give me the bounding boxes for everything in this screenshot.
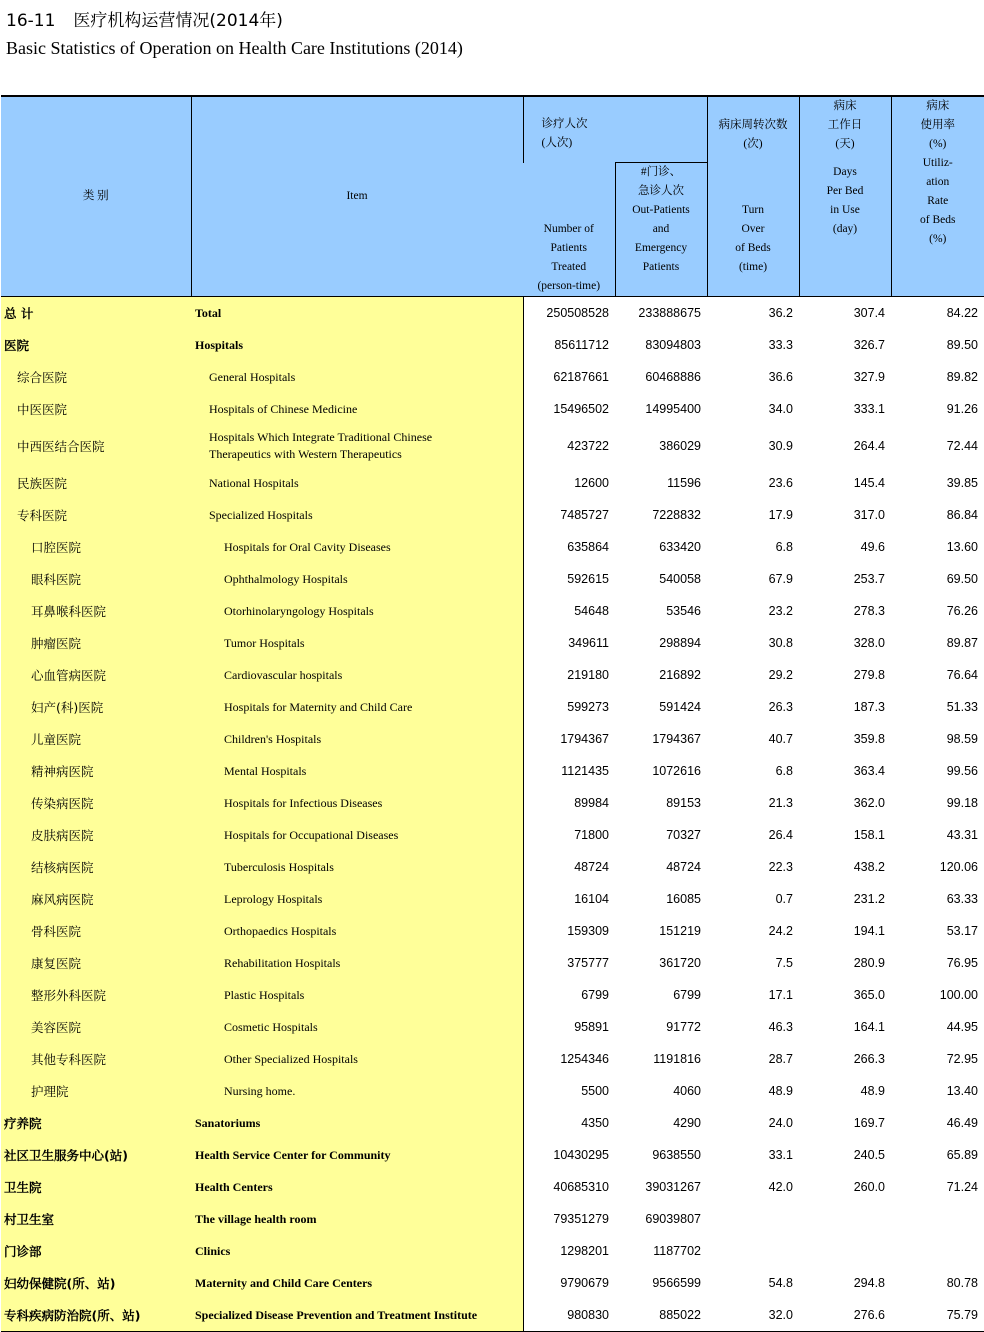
cell-outpatients-emergency: 9638550 (615, 1139, 707, 1171)
cell-outpatients-emergency: 216892 (615, 659, 707, 691)
cell-patients-treated: 6799 (523, 979, 615, 1011)
row-category-zh: 民族医院 (1, 467, 191, 499)
cell-days-per-bed: 279.8 (799, 659, 891, 691)
cell-bed-utilization-rate: 80.78 (891, 1267, 984, 1299)
row-category-zh: 麻风病医院 (1, 883, 191, 915)
table-row (1, 1203, 984, 1235)
cell-patients-treated: 1794367 (523, 723, 615, 755)
cell-patients-treated: 48724 (523, 851, 615, 883)
table-row (1, 947, 984, 979)
row-item-en: Plastic Hospitals (191, 979, 523, 1011)
cell-outpatients-emergency: 11596 (615, 467, 707, 499)
cell-bed-turnover: 17.9 (707, 499, 799, 531)
cell-patients-treated: 54648 (523, 595, 615, 627)
cell-outpatients-emergency: 298894 (615, 627, 707, 659)
table-body (1, 297, 984, 1332)
cell-bed-turnover: 0.7 (707, 883, 799, 915)
cell-bed-utilization-rate: 51.33 (891, 691, 984, 723)
cell-days-per-bed: 276.6 (799, 1299, 891, 1332)
cell-days-per-bed: 48.9 (799, 1075, 891, 1107)
row-category-zh: 心血管病医院 (1, 659, 191, 691)
row-category-zh: 妇幼保健院(所、站) (1, 1267, 191, 1299)
cell-bed-utilization-rate: 72.44 (891, 425, 984, 467)
row-item-en: Total (191, 297, 523, 330)
row-category-zh: 耳鼻喉科医院 (1, 595, 191, 627)
cell-bed-turnover: 28.7 (707, 1043, 799, 1075)
table-row (1, 1107, 984, 1139)
row-item-en: Hospitals for Occupational Diseases (191, 819, 523, 851)
cell-patients-treated: 7485727 (523, 499, 615, 531)
table-row (1, 1043, 984, 1075)
cell-patients-treated: 1254346 (523, 1043, 615, 1075)
cell-outpatients-emergency: 1191816 (615, 1043, 707, 1075)
cell-outpatients-emergency: 633420 (615, 531, 707, 563)
cell-bed-turnover (707, 1203, 799, 1235)
header-col4-en: Days Per Bed in Use (day) (800, 163, 891, 239)
table-row (1, 1139, 984, 1171)
row-category-zh: 精神病医院 (1, 755, 191, 787)
cell-patients-treated: 4350 (523, 1107, 615, 1139)
cell-bed-turnover: 36.6 (707, 361, 799, 393)
cell-days-per-bed: 327.9 (799, 361, 891, 393)
cell-patients-treated: 85611712 (523, 329, 615, 361)
cell-days-per-bed: 240.5 (799, 1139, 891, 1171)
cell-days-per-bed: 266.3 (799, 1043, 891, 1075)
cell-outpatients-emergency: 7228832 (615, 499, 707, 531)
row-category-zh: 眼科医院 (1, 563, 191, 595)
cell-bed-turnover: 17.1 (707, 979, 799, 1011)
table-row (1, 467, 984, 499)
row-item-en: Mental Hospitals (191, 755, 523, 787)
cell-days-per-bed: 253.7 (799, 563, 891, 595)
row-category-zh: 皮肤病医院 (1, 819, 191, 851)
cell-days-per-bed: 362.0 (799, 787, 891, 819)
row-item-en: Hospitals (191, 329, 523, 361)
row-item-en: Hospitals Which Integrate Traditional Chinese Therapeutics with Western Therapeutics (191, 425, 523, 467)
cell-bed-utilization-rate: 89.82 (891, 361, 984, 393)
statistics-table (1, 95, 984, 1332)
cell-days-per-bed: 260.0 (799, 1171, 891, 1203)
header-col2-en: Out-Patients and Emergency Patients (616, 201, 707, 277)
header-col5-zh: 病床 使用率 (%) (892, 97, 984, 154)
row-item-en: Hospitals for Oral Cavity Diseases (191, 531, 523, 563)
row-item-en: Hospitals of Chinese Medicine (191, 393, 523, 425)
cell-bed-utilization-rate: 63.33 (891, 883, 984, 915)
cell-outpatients-emergency: 16085 (615, 883, 707, 915)
table-row (1, 361, 984, 393)
cell-patients-treated: 423722 (523, 425, 615, 467)
table-row (1, 1075, 984, 1107)
row-category-zh: 护理院 (1, 1075, 191, 1107)
cell-bed-utilization-rate: 99.56 (891, 755, 984, 787)
cell-outpatients-emergency: 70327 (615, 819, 707, 851)
cell-patients-treated: 95891 (523, 1011, 615, 1043)
row-category-zh: 医院 (1, 329, 191, 361)
cell-patients-treated: 375777 (523, 947, 615, 979)
row-category-zh: 综合医院 (1, 361, 191, 393)
table-row (1, 659, 984, 691)
cell-bed-utilization-rate: 120.06 (891, 851, 984, 883)
row-item-en: Hospitals for Infectious Diseases (191, 787, 523, 819)
cell-bed-utilization-rate: 46.49 (891, 1107, 984, 1139)
table-row (1, 787, 984, 819)
cell-bed-turnover: 33.1 (707, 1139, 799, 1171)
row-item-en: Orthopaedics Hospitals (191, 915, 523, 947)
header-col4 (799, 96, 891, 297)
cell-days-per-bed (799, 1235, 891, 1267)
cell-bed-turnover: 7.5 (707, 947, 799, 979)
cell-bed-utilization-rate: 53.17 (891, 915, 984, 947)
table-row (1, 723, 984, 755)
row-item-en: Leprology Hospitals (191, 883, 523, 915)
cell-patients-treated: 12600 (523, 467, 615, 499)
cell-bed-turnover: 29.2 (707, 659, 799, 691)
row-category-zh: 中西医结合医院 (1, 425, 191, 467)
table-row (1, 297, 984, 330)
cell-bed-utilization-rate: 91.26 (891, 393, 984, 425)
row-item-en: General Hospitals (191, 361, 523, 393)
table-row (1, 1267, 984, 1299)
cell-patients-treated: 16104 (523, 883, 615, 915)
cell-patients-treated: 250508528 (523, 297, 615, 330)
cell-bed-turnover: 30.8 (707, 627, 799, 659)
cell-bed-turnover: 26.4 (707, 819, 799, 851)
row-category-zh: 结核病医院 (1, 851, 191, 883)
header-col3 (707, 96, 799, 297)
cell-patients-treated: 71800 (523, 819, 615, 851)
cell-outpatients-emergency: 4290 (615, 1107, 707, 1139)
cell-patients-treated: 349611 (523, 627, 615, 659)
cell-bed-utilization-rate: 76.26 (891, 595, 984, 627)
cell-bed-turnover: 6.8 (707, 755, 799, 787)
table-row (1, 531, 984, 563)
cell-days-per-bed: 231.2 (799, 883, 891, 915)
cell-bed-utilization-rate: 98.59 (891, 723, 984, 755)
cell-bed-utilization-rate: 44.95 (891, 1011, 984, 1043)
cell-bed-utilization-rate: 39.85 (891, 467, 984, 499)
page-title-zh (6, 6, 283, 31)
row-category-zh: 专科疾病防治院(所、站) (1, 1299, 191, 1332)
cell-bed-turnover: 48.9 (707, 1075, 799, 1107)
row-item-en: Hospitals for Maternity and Child Care (191, 691, 523, 723)
row-category-zh: 村卫生室 (1, 1203, 191, 1235)
row-item-en: Health Service Center for Community (191, 1139, 523, 1171)
cell-bed-turnover: 33.3 (707, 329, 799, 361)
table-row (1, 691, 984, 723)
cell-days-per-bed: 278.3 (799, 595, 891, 627)
row-category-zh: 美容医院 (1, 1011, 191, 1043)
cell-bed-turnover: 34.0 (707, 393, 799, 425)
cell-outpatients-emergency: 4060 (615, 1075, 707, 1107)
cell-bed-turnover: 30.9 (707, 425, 799, 467)
row-item-en: Cardiovascular hospitals (191, 659, 523, 691)
cell-bed-utilization-rate: 100.00 (891, 979, 984, 1011)
table-row (1, 1011, 984, 1043)
cell-outpatients-emergency: 39031267 (615, 1171, 707, 1203)
cell-patients-treated: 9790679 (523, 1267, 615, 1299)
cell-days-per-bed: 264.4 (799, 425, 891, 467)
row-item-en: Rehabilitation Hospitals (191, 947, 523, 979)
row-category-zh: 口腔医院 (1, 531, 191, 563)
cell-days-per-bed: 359.8 (799, 723, 891, 755)
cell-days-per-bed: 363.4 (799, 755, 891, 787)
table-row (1, 393, 984, 425)
row-category-zh: 卫生院 (1, 1171, 191, 1203)
cell-bed-utilization-rate: 89.50 (891, 329, 984, 361)
row-category-zh: 疗养院 (1, 1107, 191, 1139)
row-item-en: Tuberculosis Hospitals (191, 851, 523, 883)
row-category-zh: 专科医院 (1, 499, 191, 531)
cell-days-per-bed: 326.7 (799, 329, 891, 361)
cell-patients-treated: 159309 (523, 915, 615, 947)
cell-patients-treated: 15496502 (523, 393, 615, 425)
row-item-en: Health Centers (191, 1171, 523, 1203)
cell-patients-treated: 1121435 (523, 755, 615, 787)
cell-bed-turnover: 21.3 (707, 787, 799, 819)
cell-days-per-bed: 333.1 (799, 393, 891, 425)
row-item-en: Children's Hospitals (191, 723, 523, 755)
cell-bed-utilization-rate: 65.89 (891, 1139, 984, 1171)
cell-days-per-bed: 328.0 (799, 627, 891, 659)
cell-patients-treated: 62187661 (523, 361, 615, 393)
cell-bed-turnover: 36.2 (707, 297, 799, 330)
cell-days-per-bed: 158.1 (799, 819, 891, 851)
header-col5-en: Utiliz- ation Rate of Beds (%) (892, 154, 984, 249)
cell-bed-turnover: 24.2 (707, 915, 799, 947)
cell-bed-utilization-rate (891, 1203, 984, 1235)
header-item: Item (191, 96, 523, 297)
header-col1-en: Number of Patients Treated (person-time) (523, 163, 615, 297)
cell-patients-treated: 592615 (523, 563, 615, 595)
table-row (1, 563, 984, 595)
cell-outpatients-emergency: 91772 (615, 1011, 707, 1043)
cell-outpatients-emergency: 591424 (615, 691, 707, 723)
table-row (1, 329, 984, 361)
table-row (1, 1299, 984, 1332)
cell-days-per-bed: 187.3 (799, 691, 891, 723)
cell-patients-treated: 1298201 (523, 1235, 615, 1267)
row-item-en: Sanatoriums (191, 1107, 523, 1139)
cell-patients-treated: 599273 (523, 691, 615, 723)
cell-outpatients-emergency: 233888675 (615, 297, 707, 330)
table-row (1, 979, 984, 1011)
table-row (1, 883, 984, 915)
cell-patients-treated: 79351279 (523, 1203, 615, 1235)
table-row (1, 851, 984, 883)
cell-bed-utilization-rate: 72.95 (891, 1043, 984, 1075)
cell-bed-utilization-rate: 76.95 (891, 947, 984, 979)
row-category-zh: 中医医院 (1, 393, 191, 425)
table-row (1, 1235, 984, 1267)
cell-outpatients-emergency: 9566599 (615, 1267, 707, 1299)
cell-days-per-bed: 307.4 (799, 297, 891, 330)
cell-patients-treated: 89984 (523, 787, 615, 819)
cell-outpatients-emergency: 1794367 (615, 723, 707, 755)
cell-outpatients-emergency: 540058 (615, 563, 707, 595)
cell-bed-turnover: 23.6 (707, 467, 799, 499)
row-item-en: Specialized Hospitals (191, 499, 523, 531)
cell-days-per-bed: 169.7 (799, 1107, 891, 1139)
cell-bed-utilization-rate: 13.40 (891, 1075, 984, 1107)
cell-outpatients-emergency: 885022 (615, 1299, 707, 1332)
cell-patients-treated: 5500 (523, 1075, 615, 1107)
row-category-zh: 儿童医院 (1, 723, 191, 755)
cell-days-per-bed: 365.0 (799, 979, 891, 1011)
cell-outpatients-emergency: 1072616 (615, 755, 707, 787)
cell-patients-treated: 219180 (523, 659, 615, 691)
cell-outpatients-emergency: 69039807 (615, 1203, 707, 1235)
cell-outpatients-emergency: 83094803 (615, 329, 707, 361)
row-item-en: Otorhinolaryngology Hospitals (191, 595, 523, 627)
cell-days-per-bed: 194.1 (799, 915, 891, 947)
page-title-en: Basic Statistics of Operation on Health Care Institutions (2014) (6, 38, 463, 59)
cell-bed-utilization-rate: 43.31 (891, 819, 984, 851)
cell-outpatients-emergency: 361720 (615, 947, 707, 979)
cell-outpatients-emergency: 386029 (615, 425, 707, 467)
cell-days-per-bed: 294.8 (799, 1267, 891, 1299)
cell-days-per-bed: 280.9 (799, 947, 891, 979)
cell-bed-utilization-rate: 13.60 (891, 531, 984, 563)
table-row (1, 915, 984, 947)
row-category-zh: 传染病医院 (1, 787, 191, 819)
cell-outpatients-emergency: 89153 (615, 787, 707, 819)
cell-bed-utilization-rate: 84.22 (891, 297, 984, 330)
row-item-en: Maternity and Child Care Centers (191, 1267, 523, 1299)
cell-bed-turnover: 32.0 (707, 1299, 799, 1332)
cell-days-per-bed: 438.2 (799, 851, 891, 883)
cell-outpatients-emergency: 6799 (615, 979, 707, 1011)
header-col5 (891, 96, 984, 297)
cell-days-per-bed: 317.0 (799, 499, 891, 531)
cell-outpatients-emergency: 1187702 (615, 1235, 707, 1267)
cell-days-per-bed: 164.1 (799, 1011, 891, 1043)
header-col2-zh: #门诊、 急诊人次 (616, 163, 707, 201)
header-category-zh: 类 别 (1, 96, 191, 297)
row-item-en: Specialized Disease Prevention and Treatment Institute (191, 1299, 523, 1332)
row-category-zh: 门诊部 (1, 1235, 191, 1267)
cell-bed-utilization-rate (891, 1235, 984, 1267)
cell-patients-treated: 10430295 (523, 1139, 615, 1171)
table-row (1, 595, 984, 627)
cell-bed-turnover: 24.0 (707, 1107, 799, 1139)
cell-bed-utilization-rate: 89.87 (891, 627, 984, 659)
header-col1-zh: 诊疗人次 (人次) (523, 96, 707, 163)
title-zh-text: 医疗机构运营情况(2014年) (73, 11, 283, 31)
table-row (1, 1171, 984, 1203)
cell-days-per-bed (799, 1203, 891, 1235)
cell-bed-turnover: 67.9 (707, 563, 799, 595)
cell-bed-turnover: 22.3 (707, 851, 799, 883)
table-header (1, 96, 984, 297)
cell-bed-utilization-rate: 71.24 (891, 1171, 984, 1203)
cell-bed-turnover: 6.8 (707, 531, 799, 563)
cell-days-per-bed: 49.6 (799, 531, 891, 563)
row-item-en: The village health room (191, 1203, 523, 1235)
cell-bed-turnover: 42.0 (707, 1171, 799, 1203)
cell-outpatients-emergency: 53546 (615, 595, 707, 627)
row-category-zh: 总 计 (1, 297, 191, 330)
table-number: 16-11 (6, 11, 55, 31)
cell-bed-utilization-rate: 99.18 (891, 787, 984, 819)
row-item-en: Cosmetic Hospitals (191, 1011, 523, 1043)
cell-patients-treated: 980830 (523, 1299, 615, 1332)
cell-bed-turnover: 46.3 (707, 1011, 799, 1043)
cell-patients-treated: 635864 (523, 531, 615, 563)
row-category-zh: 妇产(科)医院 (1, 691, 191, 723)
row-item-en: Tumor Hospitals (191, 627, 523, 659)
cell-bed-turnover (707, 1235, 799, 1267)
cell-patients-treated: 40685310 (523, 1171, 615, 1203)
cell-bed-utilization-rate: 75.79 (891, 1299, 984, 1332)
table-row (1, 819, 984, 851)
cell-bed-turnover: 26.3 (707, 691, 799, 723)
row-item-en: Ophthalmology Hospitals (191, 563, 523, 595)
row-category-zh: 其他专科医院 (1, 1043, 191, 1075)
row-category-zh: 骨科医院 (1, 915, 191, 947)
row-item-en: National Hospitals (191, 467, 523, 499)
header-col3-zh: 病床周转次数 (次) (708, 116, 799, 154)
cell-bed-utilization-rate: 76.64 (891, 659, 984, 691)
header-col4-zh: 病床 工作日 (天) (800, 97, 891, 154)
row-category-zh: 康复医院 (1, 947, 191, 979)
cell-bed-utilization-rate: 69.50 (891, 563, 984, 595)
table-row (1, 755, 984, 787)
cell-outpatients-emergency: 48724 (615, 851, 707, 883)
row-item-en: Other Specialized Hospitals (191, 1043, 523, 1075)
header-col2 (615, 163, 707, 297)
row-category-zh: 肿瘤医院 (1, 627, 191, 659)
table-row (1, 627, 984, 659)
row-item-en: Clinics (191, 1235, 523, 1267)
cell-bed-turnover: 54.8 (707, 1267, 799, 1299)
row-category-zh: 社区卫生服务中心(站) (1, 1139, 191, 1171)
cell-days-per-bed: 145.4 (799, 467, 891, 499)
cell-bed-turnover: 23.2 (707, 595, 799, 627)
cell-bed-utilization-rate: 86.84 (891, 499, 984, 531)
header-col3-en: Turn Over of Beds (time) (708, 201, 799, 277)
cell-outpatients-emergency: 60468886 (615, 361, 707, 393)
row-category-zh: 整形外科医院 (1, 979, 191, 1011)
cell-outpatients-emergency: 14995400 (615, 393, 707, 425)
row-item-en: Nursing home. (191, 1075, 523, 1107)
table-row (1, 425, 984, 467)
cell-outpatients-emergency: 151219 (615, 915, 707, 947)
table-row (1, 499, 984, 531)
cell-bed-turnover: 40.7 (707, 723, 799, 755)
